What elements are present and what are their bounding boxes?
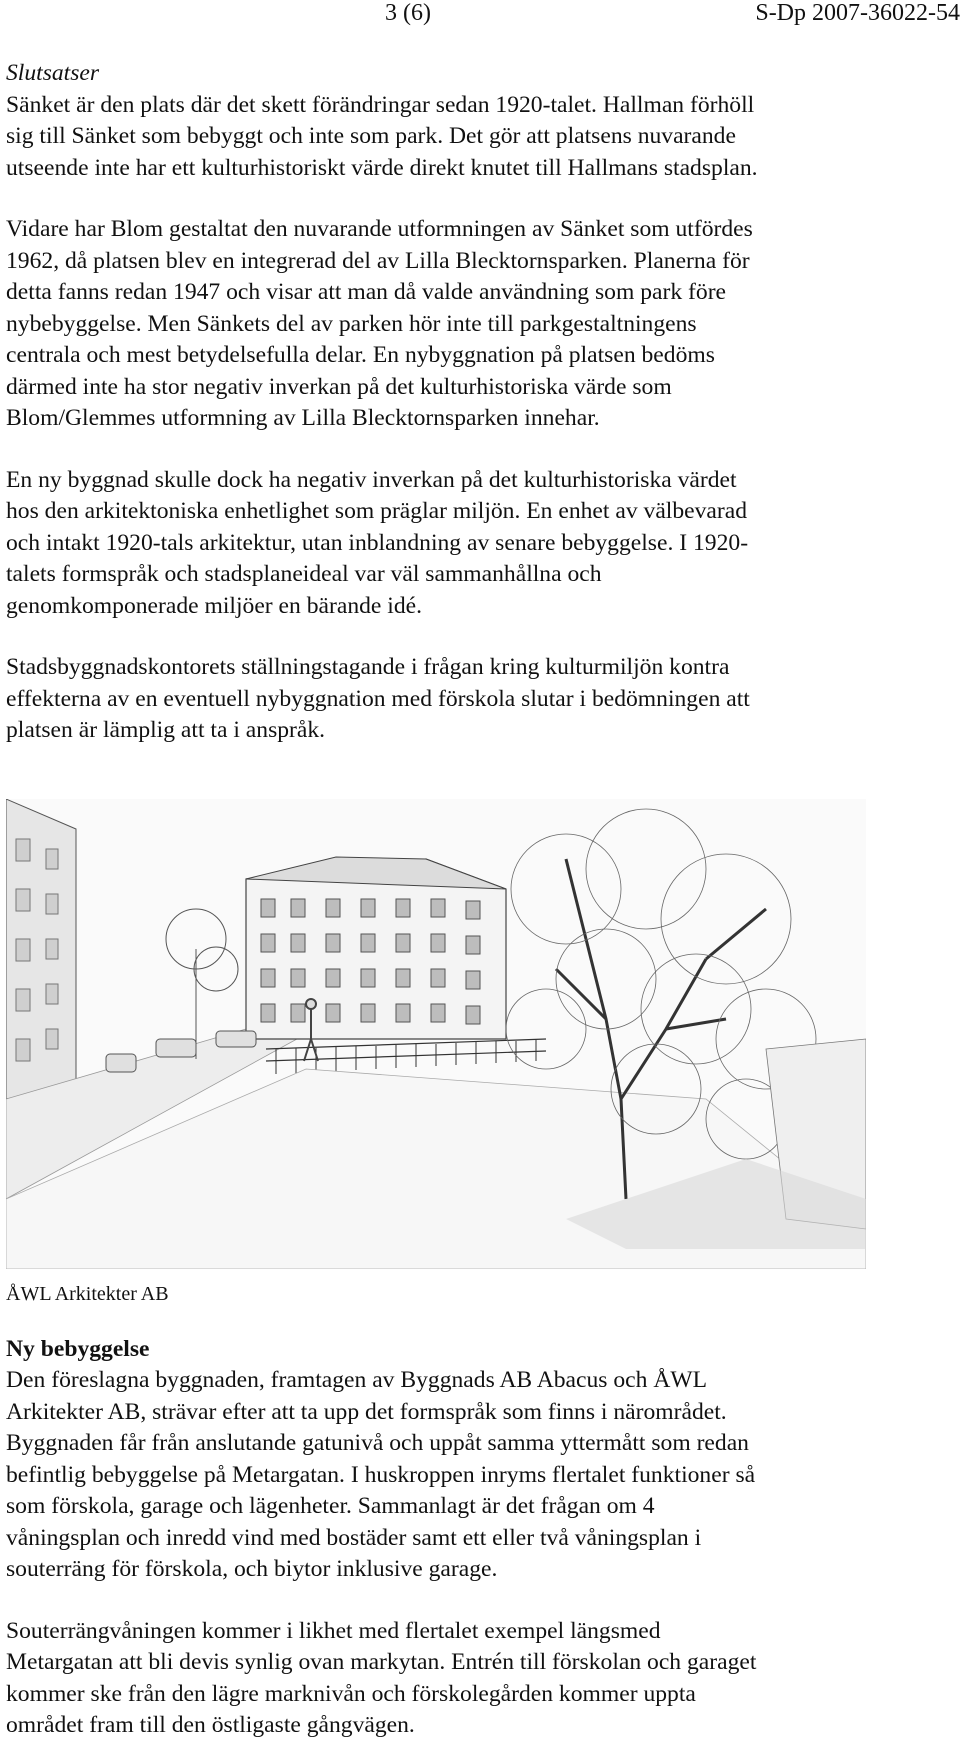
slutsatser-heading: Slutsatser (6, 60, 100, 86)
text-line: utseende inte har ett kulturhistoriskt värde direkt knutet till Hallmans stadsplan. (6, 154, 758, 181)
page-number: 3 (6) (385, 0, 431, 26)
text-line: därmed inte ha stor negativ inverkan på det kulturhistoriska värde som (6, 373, 672, 400)
slutsatser-paragraph-1 (6, 58, 951, 184)
text-line: sig till Sänket som bebyggt och inte som park. Det gör att platsens nuvarande (6, 123, 736, 149)
text-line: Sänket är den plats där det skett förändringar sedan 1920-talet. Hallman förhöll (6, 91, 755, 118)
text-line: kommer ske från den lägre marknivån och förskolegården kommer uppta (6, 1680, 696, 1707)
text-line: genomkomponerade miljöer en bärande idé. (6, 592, 423, 619)
text-line: En ny byggnad skulle dock ha negativ inverkan på det kulturhistoriska värdet (6, 466, 737, 493)
text-line: området fram till den östligaste gångvägen. (6, 1712, 415, 1738)
text-line: Souterrängvåningen kommer i likhet med flertalet exempel längsmed (6, 1617, 661, 1644)
text-line: talets formspråk och stadsplaneideal var väl sammanhållna och (6, 561, 602, 587)
document-id: S-Dp 2007-36022-54 (755, 0, 960, 26)
text-line: våningsplan och inredd vind med bostäder samt ett eller två våningsplan i (6, 1524, 702, 1551)
text-line: hos den arkitektoniska enhetlighet som präglar miljön. En enhet av välbevarad (6, 498, 748, 524)
slutsatser-paragraph-4 (6, 652, 951, 747)
ny-bebyggelse-heading: Ny bebyggelse (6, 1335, 150, 1362)
ny-bebyggelse-paragraph-2 (6, 1616, 951, 1742)
rendering-illustration (6, 799, 866, 1269)
text-line: Byggnaden får från anslutande gatunivå och uppåt samma yttermått som redan (6, 1430, 749, 1456)
slutsatser-paragraph-2 (6, 214, 951, 435)
ny-bebyggelse-paragraph-1 (6, 1334, 951, 1586)
text-line: och intakt 1920-tals arkitektur, utan inblandning av senare bebyggelse. I 1920- (6, 529, 749, 556)
text-line: 1962, då platsen blev en integrerad del av Lilla Blecktornsparken. Planerna för (6, 247, 750, 274)
text-line: Metargatan att bli devis synlig ovan markytan. Entrén till förskolan och garaget (6, 1649, 757, 1675)
figure-caption: ÅWL Arkitekter AB (6, 1282, 169, 1305)
architectural-rendering-figure (6, 799, 866, 1269)
text-line: souterräng för förskola, och biytor inklusive garage. (6, 1556, 498, 1582)
text-line: befintlig bebyggelse på Metargatan. I huskroppen inryms flertalet funktioner så (6, 1461, 756, 1488)
text-line: Den föreslagna byggnaden, framtagen av Byggnads AB Abacus och ÅWL (6, 1367, 708, 1393)
text-line: detta fanns redan 1947 och visar att man då valde användning som park före (6, 279, 727, 305)
document-body (6, 58, 951, 1742)
text-line: centrala och mest betydelsefulla delar. En nybyggnation på platsen bedöms (6, 342, 715, 368)
text-line: nybebyggelse. Men Sänkets del av parken hör inte till parkgestaltningens (6, 310, 697, 337)
text-line: platsen är lämplig att ta i anspråk. (6, 717, 326, 743)
text-line: Blom/Glemmes utformning av Lilla Blecktornsparken innehar. (6, 405, 600, 431)
slutsatser-paragraph-3 (6, 465, 951, 623)
text-line: Stadsbyggnadskontorets ställningstagande i frågan kring kulturmiljön kontra (6, 654, 730, 680)
text-line: som förskola, garage och lägenheter. Sammanlagt är det frågan om 4 (6, 1493, 655, 1519)
text-line: effekterna av en eventuell nybyggnation med förskola slutar i bedömningen att (6, 685, 750, 712)
text-line: Vidare har Blom gestaltat den nuvarande utformningen av Sänket som utfördes (6, 216, 753, 242)
text-line: Arkitekter AB, strävar efter att ta upp det formspråk som finns i närområdet. (6, 1398, 727, 1425)
